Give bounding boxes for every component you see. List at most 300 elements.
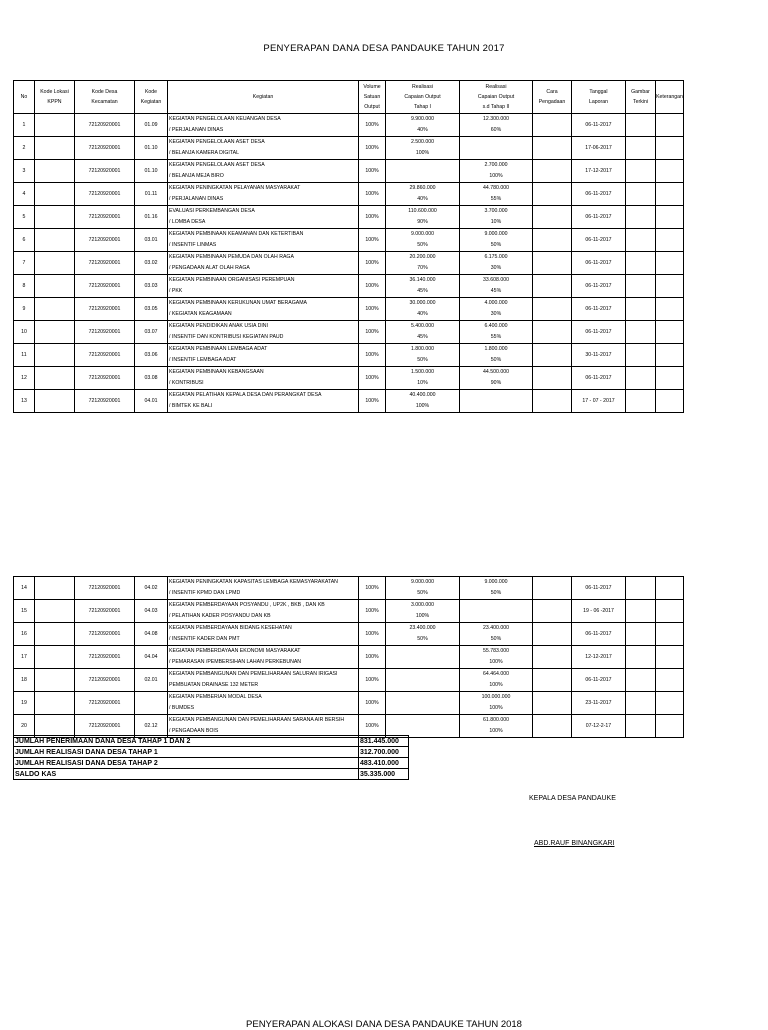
cell-keterangan	[656, 367, 684, 390]
cell-realisasi-2	[460, 646, 533, 669]
cell-volume: 100%	[359, 252, 386, 275]
cell-kode-lokasi	[35, 321, 75, 344]
kegiatan-detail: / BELANJA MEJA BIRO	[169, 173, 224, 179]
cell-volume: 100%	[359, 623, 386, 646]
table-header-row	[14, 81, 684, 114]
table-row	[14, 229, 684, 252]
kegiatan-detail: / PEMARASAN /PEMBERSIHAN LAHAN PERKEBUNAN	[169, 659, 302, 665]
header-realisasi-1: Realisasi Capaian Output Tahap I	[386, 81, 460, 114]
realisasi-1-amount: 29.860.000	[409, 185, 436, 191]
kegiatan-detail: / PENGADAAN BOIS	[169, 728, 219, 734]
cell-realisasi-2	[460, 390, 533, 413]
cell-volume: 100%	[359, 646, 386, 669]
realisasi-1-amount: 40.400.000	[409, 392, 436, 398]
cell-kode-kegiatan: 04.03	[135, 600, 168, 623]
realisasi-1-amount	[386, 646, 459, 657]
realisasi-1-percent: 40%	[417, 196, 428, 202]
cell-cara	[533, 321, 572, 344]
cell-tanggal: 17-06-2017	[572, 137, 626, 160]
realisasi-2-percent: 100%	[489, 659, 503, 665]
cell-realisasi-2	[460, 114, 533, 137]
cell-keterangan	[656, 114, 684, 137]
cell-kode-kegiatan: 04.08	[135, 623, 168, 646]
cell-tanggal: 06-11-2017	[572, 206, 626, 229]
realisasi-2-percent: 100%	[489, 682, 503, 688]
cell-kode-lokasi	[35, 669, 75, 692]
header-kode-desa: Kode Desa Kecamatan	[75, 81, 135, 114]
cell-kode-lokasi	[35, 298, 75, 321]
cell-kode-desa: 72120920001	[75, 715, 135, 738]
realisasi-1-amount: 9.000.000	[410, 231, 435, 237]
cell-kode-desa: 72120920001	[75, 692, 135, 715]
cell-realisasi-1	[386, 137, 460, 160]
cell-kode-kegiatan: 03.06	[135, 344, 168, 367]
realisasi-2-amount: 64.464.000	[483, 671, 509, 677]
cell-realisasi-2	[460, 344, 533, 367]
cell-realisasi-1	[386, 252, 460, 275]
cell-gambar	[626, 692, 656, 715]
cell-cara	[533, 692, 572, 715]
kegiatan-detail: / INSENTIF DAN KONTRIBUSI KEGIATAN PAUD	[169, 334, 284, 340]
realisasi-2-percent: 50%	[490, 357, 502, 363]
cell-volume: 100%	[359, 321, 386, 344]
realisasi-2-amount: 33.608.000	[483, 277, 509, 283]
cell-kode-kegiatan: 04.04	[135, 646, 168, 669]
cell-kode-desa: 72120920001	[75, 367, 135, 390]
realisasi-1-percent: 50%	[417, 636, 428, 642]
cell-kegiatan	[168, 669, 359, 692]
realisasi-1-amount: 30.000.000	[409, 300, 436, 306]
cell-realisasi-1	[386, 669, 460, 692]
realisasi-1-amount: 20.200.000	[409, 254, 436, 260]
cell-cara	[533, 229, 572, 252]
realisasi-1-percent: 100%	[415, 150, 430, 156]
cell-tanggal: 06-11-2017	[572, 114, 626, 137]
cell-kode-lokasi	[35, 160, 75, 183]
cell-keterangan	[656, 692, 684, 715]
table-row	[14, 600, 684, 623]
summary-label: JUMLAH PENERIMAAN DANA DESA TAHAP 1 DAN 2	[14, 736, 359, 747]
cell-gambar	[626, 715, 656, 738]
cell-realisasi-2	[460, 160, 533, 183]
cell-realisasi-2	[460, 137, 533, 160]
cell-tanggal: 06-11-2017	[572, 367, 626, 390]
cell-kegiatan	[168, 344, 359, 367]
summary-table	[13, 735, 409, 780]
cell-realisasi-2	[460, 229, 533, 252]
realisasi-1-percent	[386, 703, 459, 714]
cell-kegiatan	[168, 252, 359, 275]
cell-no: 3	[14, 160, 35, 183]
kegiatan-name: KEGIATAN PEMBERDAYAAN POSYANDU , UP2K , BKB , DAN KB	[169, 602, 325, 608]
cell-keterangan	[656, 344, 684, 367]
header-realisasi-2: Realisasi Capaian Output s.d Tahap II	[460, 81, 533, 114]
kegiatan-detail: / BELANJA KAMERA DIGITAL	[169, 150, 239, 156]
summary-value: 831.445.000	[359, 736, 409, 747]
realisasi-2-amount	[460, 600, 532, 611]
cell-kode-desa: 72120920001	[75, 206, 135, 229]
header-gambar: Gambar Terkini	[626, 81, 656, 114]
cell-keterangan	[656, 275, 684, 298]
table-row	[14, 183, 684, 206]
cell-volume: 100%	[359, 600, 386, 623]
cell-volume: 100%	[359, 344, 386, 367]
kegiatan-name: KEGIATAN PEMBERDAYAAN BIDANG KESEHATAN	[169, 625, 292, 631]
cell-no: 14	[14, 577, 35, 600]
cell-kode-lokasi	[35, 206, 75, 229]
cell-keterangan	[656, 623, 684, 646]
cell-kode-kegiatan: 01.09	[135, 114, 168, 137]
realisasi-2-percent: 100%	[489, 728, 503, 734]
realisasi-2-percent	[460, 401, 532, 412]
cell-keterangan	[656, 646, 684, 669]
cell-gambar	[626, 390, 656, 413]
realisasi-2-amount: 61.800.000	[483, 717, 509, 723]
signature-name: ABD.RAUF BINANGKARI	[534, 840, 615, 847]
cell-realisasi-2	[460, 321, 533, 344]
realisasi-2-amount: 6.400.000	[484, 323, 508, 329]
cell-gambar	[626, 669, 656, 692]
summary-label: SALDO KAS	[14, 769, 359, 780]
kegiatan-detail: / KEGIATAN KEAGAMAAN	[169, 311, 232, 317]
kegiatan-detail: / PELATIHAN KADER POSYANDU DAN KB	[169, 613, 271, 619]
cell-no: 7	[14, 252, 35, 275]
table-row	[14, 577, 684, 600]
cell-cara	[533, 577, 572, 600]
table-row	[14, 252, 684, 275]
cell-kode-kegiatan: 03.02	[135, 252, 168, 275]
cell-volume: 100%	[359, 137, 386, 160]
summary-row	[14, 747, 409, 758]
cell-realisasi-1	[386, 183, 460, 206]
cell-keterangan	[656, 390, 684, 413]
cell-kegiatan	[168, 367, 359, 390]
cell-kode-kegiatan: 01.10	[135, 137, 168, 160]
summary-value: 312.700.000	[359, 747, 409, 758]
cell-no: 8	[14, 275, 35, 298]
cell-kode-kegiatan: 04.02	[135, 577, 168, 600]
table-row	[14, 298, 684, 321]
cell-realisasi-1	[386, 692, 460, 715]
realisasi-1-percent: 50%	[417, 590, 428, 596]
kegiatan-name: KEGIATAN PEMBERIAN MODAL DESA	[169, 694, 262, 700]
summary-row	[14, 769, 409, 780]
realisasi-1-amount: 9.900.000	[410, 116, 435, 122]
summary-value: 483.410.000	[359, 758, 409, 769]
kegiatan-detail: / PERJALANAN DINAS	[169, 127, 224, 133]
next-page-title: PENYERAPAN ALOKASI DANA DESA PANDAUKE TAHUN 2018	[246, 1019, 522, 1030]
cell-no: 15	[14, 600, 35, 623]
cell-realisasi-2	[460, 600, 533, 623]
realisasi-2-amount: 3.700.000	[484, 208, 508, 214]
realisasi-2-percent: 55%	[490, 334, 502, 340]
kegiatan-name: KEGIATAN PENGELOLAAN KEUANGAN DESA	[169, 116, 281, 122]
kegiatan-detail: / INSENTIF KADER DAN PMT	[169, 636, 240, 642]
cell-gambar	[626, 646, 656, 669]
cell-kode-desa: 72120920001	[75, 229, 135, 252]
cell-kode-desa: 72120920001	[75, 669, 135, 692]
cell-kode-desa: 72120920001	[75, 577, 135, 600]
realisasi-1-percent	[386, 657, 459, 668]
cell-kode-lokasi	[35, 137, 75, 160]
cell-kegiatan	[168, 623, 359, 646]
table-row	[14, 206, 684, 229]
cell-no: 12	[14, 367, 35, 390]
realisasi-1-percent: 45%	[417, 288, 428, 294]
cell-kode-desa: 72120920001	[75, 137, 135, 160]
cell-kode-kegiatan: 01.11	[135, 183, 168, 206]
cell-keterangan	[656, 298, 684, 321]
realisasi-1-percent	[386, 171, 459, 182]
cell-realisasi-1	[386, 646, 460, 669]
cell-volume: 100%	[359, 298, 386, 321]
table-row	[14, 390, 684, 413]
realisasi-2-amount: 100.000.000	[481, 694, 511, 700]
kegiatan-name: KEGIATAN PEMBINAAN KEAMANAN DAN KETERTIBAN	[169, 231, 304, 237]
kegiatan-name: KEGIATAN PENDIDIKAN ANAK USIA DINI	[169, 323, 268, 329]
cell-kode-desa: 72120920001	[75, 344, 135, 367]
realisasi-1-amount: 1.800.000	[410, 346, 435, 352]
table-row	[14, 669, 684, 692]
cell-tanggal: 06-11-2017	[572, 321, 626, 344]
cell-cara	[533, 252, 572, 275]
cell-realisasi-1	[386, 600, 460, 623]
cell-kegiatan	[168, 646, 359, 669]
cell-tanggal: 06-11-2017	[572, 298, 626, 321]
cell-kode-kegiatan: 04.01	[135, 390, 168, 413]
cell-kegiatan	[168, 321, 359, 344]
cell-tanggal: 06-11-2017	[572, 252, 626, 275]
realisasi-1-amount: 2.500.000	[410, 139, 435, 145]
cell-keterangan	[656, 600, 684, 623]
cell-gambar	[626, 160, 656, 183]
cell-kode-lokasi	[35, 344, 75, 367]
kegiatan-detail: / INSENTIF KPMD DAN LPMD	[169, 590, 241, 596]
cell-kode-kegiatan: 03.01	[135, 229, 168, 252]
cell-cara	[533, 298, 572, 321]
cell-kode-lokasi	[35, 367, 75, 390]
cell-realisasi-2	[460, 367, 533, 390]
kegiatan-name: KEGIATAN PEMBANGUNAN DAN PEMELIHARAAN SARANA AIR BERSIH	[169, 717, 345, 723]
kegiatan-detail: / INSENTIF LINMAS	[169, 242, 217, 248]
realisasi-2-percent: 90%	[490, 380, 502, 386]
cell-cara	[533, 623, 572, 646]
realisasi-1-amount: 23.400.000	[409, 625, 436, 631]
realisasi-1-percent: 40%	[417, 311, 428, 317]
cell-kode-desa: 72120920001	[75, 321, 135, 344]
realization-table-continued	[13, 576, 684, 738]
realisasi-1-percent: 50%	[417, 357, 428, 363]
cell-kode-kegiatan	[135, 692, 168, 715]
kegiatan-name: KEGIATAN PEMBINAAN KEBANGSAAN	[169, 369, 264, 375]
kegiatan-name: KEGIATAN PEMBERDAYAAN EKONOMI MASYARAKAT	[169, 648, 301, 654]
header-kode-lokasi: Kode Lokasi KPPN	[35, 81, 75, 114]
cell-kode-desa: 72120920001	[75, 183, 135, 206]
realisasi-2-percent: 50%	[490, 636, 502, 642]
cell-kode-desa: 72120920001	[75, 623, 135, 646]
kegiatan-name: KEGIATAN PEMBINAAN LEMBAGA ADAT	[169, 346, 268, 352]
cell-realisasi-1	[386, 321, 460, 344]
cell-kode-kegiatan: 01.16	[135, 206, 168, 229]
cell-kegiatan	[168, 692, 359, 715]
cell-volume: 100%	[359, 206, 386, 229]
cell-keterangan	[656, 160, 684, 183]
cell-volume: 100%	[359, 114, 386, 137]
cell-gambar	[626, 137, 656, 160]
realisasi-2-amount: 23.400.000	[483, 625, 509, 631]
cell-kode-desa: 72120920001	[75, 390, 135, 413]
cell-gambar	[626, 600, 656, 623]
cell-realisasi-2	[460, 623, 533, 646]
cell-kegiatan	[168, 137, 359, 160]
cell-gambar	[626, 275, 656, 298]
cell-no: 10	[14, 321, 35, 344]
realisasi-1-percent: 40%	[417, 127, 428, 133]
cell-realisasi-1	[386, 114, 460, 137]
cell-kegiatan	[168, 390, 359, 413]
kegiatan-name: KEGIATAN PEMBINAAN PEMUDA DAN OLAH RAGA	[169, 254, 294, 260]
realisasi-1-amount: 110.600.000	[408, 208, 437, 214]
realisasi-2-percent: 100%	[489, 705, 503, 711]
cell-kode-lokasi	[35, 646, 75, 669]
table-row	[14, 160, 684, 183]
realisasi-2-amount: 4.000.000	[484, 300, 508, 306]
cell-kode-lokasi	[35, 229, 75, 252]
cell-cara	[533, 160, 572, 183]
kegiatan-detail: / BIMTEK KE BALI	[169, 403, 213, 409]
cell-realisasi-1	[386, 367, 460, 390]
cell-cara	[533, 183, 572, 206]
table-row	[14, 321, 684, 344]
realisasi-1-percent: 45%	[417, 334, 428, 340]
page-title: PENYERAPAN DANA DESA PANDAUKE TAHUN 2017	[263, 43, 505, 54]
kegiatan-name: KEGIATAN PENGELOLAAN ASET DESA	[169, 139, 265, 145]
realisasi-1-percent	[386, 680, 459, 691]
cell-kegiatan	[168, 229, 359, 252]
kegiatan-detail: / BUMDES	[169, 705, 195, 711]
cell-volume: 100%	[359, 367, 386, 390]
cell-keterangan	[656, 183, 684, 206]
cell-gambar	[626, 367, 656, 390]
cell-kode-kegiatan: 02.12	[135, 715, 168, 738]
realisasi-2-amount: 55.783.000	[483, 648, 509, 654]
cell-cara	[533, 390, 572, 413]
realisasi-1-percent: 100%	[415, 403, 430, 409]
kegiatan-detail: / LOMBA DESA	[169, 219, 206, 225]
cell-tanggal: 12-12-2017	[572, 646, 626, 669]
realisasi-1-percent: 100%	[415, 613, 430, 619]
cell-realisasi-1	[386, 275, 460, 298]
cell-realisasi-1	[386, 344, 460, 367]
cell-realisasi-1	[386, 623, 460, 646]
cell-gambar	[626, 321, 656, 344]
cell-no: 6	[14, 229, 35, 252]
realisasi-1-percent: 90%	[417, 219, 428, 225]
cell-kegiatan	[168, 577, 359, 600]
cell-realisasi-2	[460, 298, 533, 321]
cell-cara	[533, 275, 572, 298]
cell-tanggal: 30-11-2017	[572, 344, 626, 367]
cell-tanggal: 17-12-2017	[572, 160, 626, 183]
realisasi-1-amount	[386, 715, 459, 726]
header-keterangan: Keterangan	[656, 81, 684, 114]
table-row	[14, 275, 684, 298]
kegiatan-name: KEGIATAN PENINGKATAN KAPASITAS LEMBAGA KEMASYARAKATAN	[169, 579, 338, 585]
cell-cara	[533, 600, 572, 623]
realisasi-2-amount: 44.500.000	[483, 369, 509, 375]
cell-no: 11	[14, 344, 35, 367]
realisasi-2-amount: 9.000.000	[484, 231, 508, 237]
kegiatan-detail: PEMBUATAN DRAINASE 132 METER	[169, 682, 259, 688]
cell-tanggal: 06-11-2017	[572, 623, 626, 646]
cell-kode-kegiatan: 02.01	[135, 669, 168, 692]
cell-gambar	[626, 298, 656, 321]
cell-cara	[533, 344, 572, 367]
cell-realisasi-2	[460, 206, 533, 229]
header-no: No	[14, 81, 35, 114]
realisasi-2-percent: 55%	[490, 196, 502, 202]
realisasi-1-percent: 70%	[417, 265, 428, 271]
cell-keterangan	[656, 321, 684, 344]
cell-kode-lokasi	[35, 577, 75, 600]
cell-volume: 100%	[359, 692, 386, 715]
realisasi-2-percent: 50%	[490, 242, 502, 248]
cell-kegiatan	[168, 160, 359, 183]
header-kode-kegiatan: Kode Kegiatan	[135, 81, 168, 114]
cell-no: 18	[14, 669, 35, 692]
cell-no: 2	[14, 137, 35, 160]
realisasi-1-percent: 10%	[417, 380, 428, 386]
cell-realisasi-2	[460, 669, 533, 692]
cell-realisasi-1	[386, 390, 460, 413]
cell-no: 4	[14, 183, 35, 206]
cell-tanggal: 23-11-2017	[572, 692, 626, 715]
signature-position: KEPALA DESA PANDAUKE	[529, 795, 616, 802]
cell-tanggal: 06-11-2017	[572, 183, 626, 206]
realisasi-2-percent: 45%	[490, 288, 502, 294]
kegiatan-detail: / PENGADAAN ALAT OLAH RAGA	[169, 265, 250, 271]
realisasi-2-amount: 1.800.000	[484, 346, 508, 352]
cell-cara	[533, 367, 572, 390]
realisasi-2-amount: 9.000.000	[484, 579, 508, 585]
cell-gambar	[626, 577, 656, 600]
summary-label: JUMLAH REALISASI DANA DESA TAHAP 1	[14, 747, 359, 758]
kegiatan-name: KEGIATAN PENINGKATAN PELAYANAN MASYARAKAT	[169, 185, 301, 191]
cell-volume: 100%	[359, 715, 386, 738]
cell-realisasi-2	[460, 577, 533, 600]
realisasi-2-percent	[460, 148, 532, 159]
summary-row	[14, 736, 409, 747]
cell-volume: 100%	[359, 390, 386, 413]
cell-kode-kegiatan: 03.08	[135, 367, 168, 390]
header-volume: Volume Satuan Output	[359, 81, 386, 114]
realisasi-1-amount: 36.140.000	[409, 277, 436, 283]
kegiatan-name: KEGIATAN PEMBINAAN ORGANISASI PEREMPUAN	[169, 277, 295, 283]
cell-cara	[533, 715, 572, 738]
cell-realisasi-1	[386, 206, 460, 229]
realisasi-2-percent: 50%	[490, 590, 502, 596]
kegiatan-detail: / PERJALANAN DINAS	[169, 196, 224, 202]
realisasi-2-percent: 100%	[489, 173, 503, 179]
cell-tanggal: 19 - 06 -2017	[572, 600, 626, 623]
cell-realisasi-2	[460, 715, 533, 738]
cell-tanggal: 06-11-2017	[572, 275, 626, 298]
cell-kegiatan	[168, 206, 359, 229]
cell-realisasi-1	[386, 160, 460, 183]
cell-kode-kegiatan: 03.03	[135, 275, 168, 298]
cell-tanggal: 06-11-2017	[572, 577, 626, 600]
cell-kode-desa: 72120920001	[75, 252, 135, 275]
